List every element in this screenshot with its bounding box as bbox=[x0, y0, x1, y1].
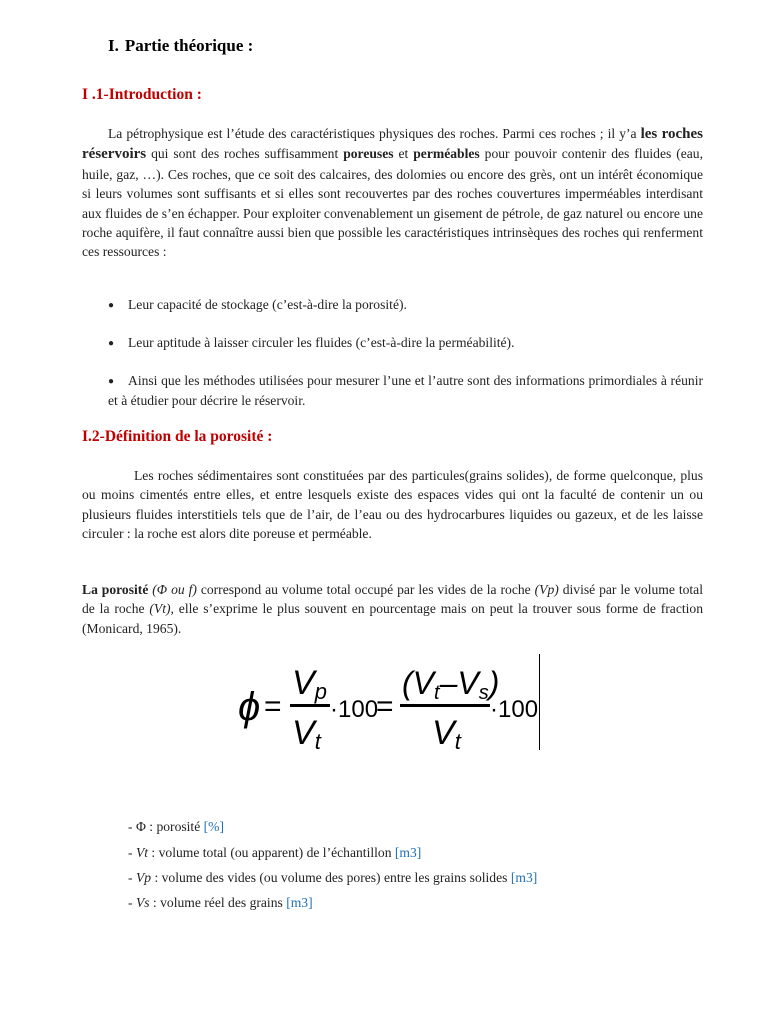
formula-fraction-2 bbox=[400, 665, 499, 752]
formula-fraction-bar-2 bbox=[400, 704, 490, 707]
section-title bbox=[108, 36, 253, 56]
bullet-dot-icon: ● bbox=[108, 376, 115, 387]
definition-symbol: Vs bbox=[135, 895, 150, 910]
porosity-term: La porosité bbox=[82, 582, 149, 597]
porosity-paragraph-2 bbox=[82, 580, 703, 638]
definition-unit: [m3] bbox=[394, 845, 422, 860]
intro-bullet-1 bbox=[108, 295, 703, 315]
porosity-text: Les roches sédimentaires sont constituées par des particules(grains solides), de forme quelconque, plus ou moins cimentés entre elles, et entre lesquels existe des espaces vides qui ont la faculté de contenir un ou plusieurs fluides interstitiels tels que de l’air, de l’eau ou des hydrocarbures liquides ou gazeux, et de les laisse circuler : la roche est alors dite poreuse et perméable. bbox=[82, 468, 703, 542]
bullet-text: Ainsi que les méthodes utilisées pour mesurer l’une et l’autre sont des informations primordiales à réunir et à étudier pour décrire le réservoir. bbox=[108, 373, 703, 409]
porosity-symbols: (Φ ou f) bbox=[148, 582, 197, 597]
definition-unit: [m3] bbox=[510, 870, 538, 885]
intro-heading: I .1-Introduction : bbox=[82, 86, 202, 103]
definition-item: - Vt : volume total (ou apparent) de l’échantillon [m3] bbox=[128, 845, 422, 860]
porosity-text-c: , elle s’exprime le plus souvent en pourcentage mais on peut la trouver sous forme de fraction (Monicard, 1965). bbox=[82, 601, 703, 636]
definition-text: : volume total (ou apparent) de l’échantillon bbox=[148, 845, 395, 860]
porosity-text-b: divisé par le volume total de la roche bbox=[82, 582, 703, 617]
definition-text: : volume réel des grains bbox=[149, 895, 287, 910]
intro-paragraph bbox=[82, 124, 703, 262]
formula-phi: ϕ bbox=[238, 685, 261, 729]
definition-unit: [m3] bbox=[286, 895, 313, 910]
formula-vt: Vt bbox=[292, 714, 321, 752]
formula-border bbox=[539, 654, 540, 750]
bullet-text: Leur capacité de stockage (c’est-à-dire la porosité). bbox=[128, 297, 407, 312]
intro-reservoir-term: les roches réservoirs bbox=[82, 126, 703, 163]
formula-vt-2: Vt bbox=[432, 714, 461, 752]
definition-item: - Vs : volume réel des grains [m3] bbox=[128, 895, 313, 910]
formula-fraction-1 bbox=[290, 664, 330, 752]
formula-fraction-bar-1 bbox=[290, 704, 330, 707]
formula-vp: Vp bbox=[292, 664, 327, 704]
definition-unit: [%] bbox=[203, 819, 225, 834]
porosity-text-a: correspond au volume total occupé par les vides de la roche bbox=[196, 582, 535, 597]
definition-item: - Φ : porosité [%] bbox=[128, 819, 225, 834]
definition-text: : volume des vides (ou volume des pores) entre les grains solides bbox=[151, 870, 511, 885]
bullet-dot-icon: ● bbox=[108, 300, 115, 311]
definition-item: - Vp : volume des vides (ou volume des pores) entre les grains solides [m3] bbox=[128, 870, 538, 885]
definition-text: : porosité bbox=[145, 819, 204, 834]
definition-symbol: Vp bbox=[135, 870, 152, 885]
intro-text-a: La pétrophysique est l’étude des caractéristiques physiques des roches. Parmi ces roches ; il y’a bbox=[108, 126, 641, 141]
intro-poreuses: poreuses bbox=[343, 146, 394, 162]
formula-equals-1: = bbox=[264, 690, 282, 723]
porosity-formula bbox=[236, 652, 542, 752]
intro-text-c: et bbox=[393, 146, 414, 162]
vt-symbol: (Vt) bbox=[149, 601, 171, 617]
bullet-dot-icon: ● bbox=[108, 338, 115, 349]
intro-text-d: pour pouvoir contenir des fluides (eau, huile, gaz, …). Ces roches, que ce soit des calcaires, des dolomies ou encore des grès, ont un intérêt économique si leurs volumes sont suffisants et si elles sont recouvertes par des roches couvertures imperméables interdisant aux fluides de s’en échapper. Pour exploiter convenablement un gisement de pétrole, de gaz naturel ou encore une roche aquifère, il faut connaître aussi bien que possible les caractéristiques intrinsèques des roches qui renferment ces ressources : bbox=[82, 146, 704, 260]
formula-times-100-2: ·100 bbox=[490, 696, 539, 723]
porosity-heading: I.2-Définition de la porosité : bbox=[82, 428, 273, 445]
formula-vt-minus-vs: (Vt–Vs) bbox=[402, 665, 500, 704]
definition-symbol: Φ bbox=[135, 819, 146, 834]
section-label: Partie théorique : bbox=[124, 36, 254, 55]
formula-equals-2: = bbox=[376, 690, 394, 723]
vp-symbol: (Vp) bbox=[534, 582, 559, 597]
porosity-paragraph-1 bbox=[82, 466, 703, 544]
intro-bullet-3 bbox=[108, 371, 703, 411]
intro-bullet-2 bbox=[108, 333, 703, 353]
section-number: I. bbox=[108, 36, 119, 55]
bullet-text: Leur aptitude à laisser circuler les fluides (c’est-à-dire la perméabilité). bbox=[128, 335, 515, 350]
formula-times-100-1: ·100 bbox=[330, 696, 379, 723]
intro-permeables: perméables bbox=[413, 146, 480, 162]
intro-text-b: qui sont des roches suffisamment bbox=[146, 146, 344, 162]
definition-symbol: Vt bbox=[135, 845, 149, 860]
